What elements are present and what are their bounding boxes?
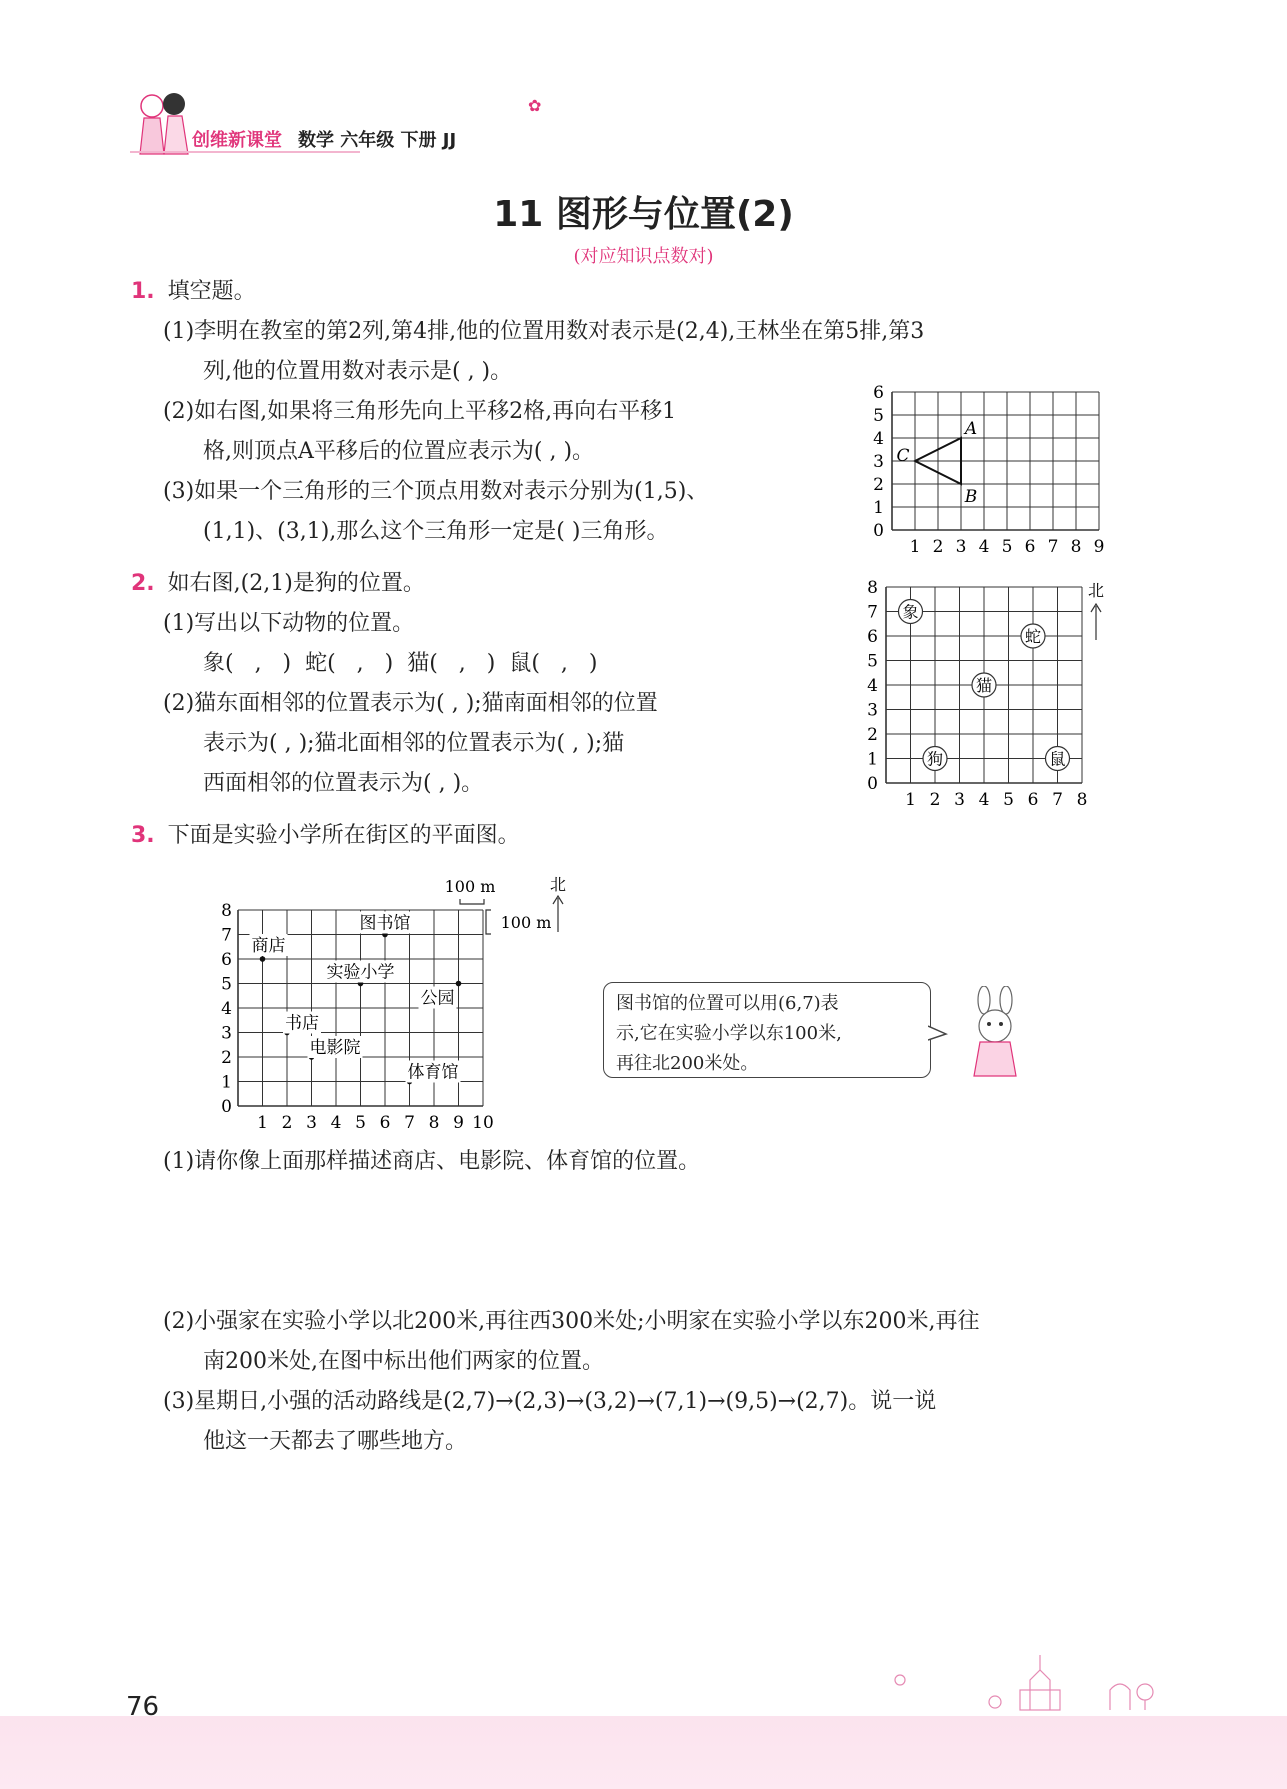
y-tick-label: 8 (221, 901, 232, 921)
x-tick-label: 3 (954, 790, 965, 810)
mascot-logo-icon (130, 88, 200, 160)
x-tick-label: 2 (281, 1113, 293, 1133)
animal-label: 蛇 (1024, 627, 1042, 646)
footer-band (0, 1716, 1287, 1789)
q1-heading (131, 272, 256, 312)
header-meta: 数学 六年级 下册 JJ (298, 130, 457, 151)
x-tick-label: 10 (472, 1113, 494, 1133)
x-tick-label: 8 (428, 1113, 440, 1133)
q1-part1-line1: (1)李明在教室的第2列,第4排,他的位置用数对表示是(2,4),王林坐在第5排,第3 (163, 319, 925, 344)
x-tick-label: 9 (1093, 537, 1105, 557)
y-tick-label: 7 (221, 925, 232, 946)
q1-part2-line1: (2)如右图,如果将三角形先向上平移2格,再向右平移1 (163, 399, 677, 424)
x-tick-label: 1 (257, 1113, 268, 1133)
x-tick-label: 6 (1024, 537, 1036, 557)
place-label: 体育馆 (407, 1062, 459, 1083)
page-number: 76 (126, 1692, 160, 1722)
x-tick-label: 2 (929, 790, 941, 810)
x-tick-label: 3 (955, 537, 967, 557)
q2-title: 如右图,(2,1)是狗的位置。 (167, 571, 425, 596)
header-divider (130, 151, 360, 153)
bubble-tail (928, 1024, 948, 1044)
x-tick-label: 8 (1076, 790, 1088, 810)
x-tick-label: 4 (978, 790, 990, 810)
street-map-grid (208, 872, 578, 1134)
scale-vertical-bracket (486, 910, 491, 934)
animal-label: 象 (902, 602, 919, 622)
y-tick-label: 5 (873, 406, 884, 426)
x-tick-label: 5 (355, 1113, 366, 1133)
header-brand: 创维新课堂 (192, 130, 282, 151)
q2-part2-line1: (2)猫东面相邻的位置表示为( , );猫南面相邻的位置 (163, 691, 658, 716)
header-text (192, 126, 456, 152)
y-tick-label: 7 (867, 602, 878, 623)
place-label: 书店 (285, 1013, 319, 1034)
bubble-line2: 示,它在实验小学以东100米, (616, 1023, 842, 1044)
q1-part1-line2: 列,他的位置用数对表示是( , )。 (203, 359, 513, 384)
q3-part2-line1: (2)小强家在实验小学以北200米,再往西300米处;小明家在实验小学以东200米,再往 (163, 1309, 980, 1334)
y-tick-label: 4 (867, 676, 878, 696)
hint-speech-bubble (603, 982, 931, 1078)
north-label: 北 (1087, 581, 1105, 600)
y-tick-label: 3 (873, 452, 884, 472)
x-tick-label: 4 (330, 1113, 342, 1133)
q3-title: 下面是实验小学所在街区的平面图。 (167, 823, 520, 848)
x-tick-label: 5 (1003, 790, 1014, 810)
q3-part3-line2: 他这一天都去了哪些地方。 (203, 1429, 468, 1454)
y-tick-label: 5 (867, 651, 878, 672)
place-label: 电影院 (309, 1038, 361, 1058)
scale-horizontal-label: 100 m (444, 877, 496, 896)
animal-label: 鼠 (1049, 749, 1066, 769)
y-tick-label: 2 (867, 725, 878, 745)
y-tick-label: 5 (221, 974, 232, 995)
q3-part2-line2: 南200米处,在图中标出他们两家的位置。 (203, 1349, 604, 1374)
x-tick-label: 2 (932, 537, 944, 557)
q2-animals-line: 象( , ) 蛇( , ) 猫( , ) 鼠( , ) (203, 651, 598, 676)
x-tick-label: 7 (1047, 537, 1059, 557)
x-tick-label: 6 (379, 1113, 391, 1133)
x-tick-label: 1 (909, 537, 921, 557)
x-tick-label: 5 (1001, 537, 1013, 557)
animal-grid (856, 578, 1116, 818)
flower-icon: ✿ (528, 96, 542, 115)
q1-part3-line2: (1,1)、(3,1),那么这个三角形一定是( )三角形。 (203, 519, 669, 544)
vertex-label-A: A (964, 419, 978, 439)
place-dot (456, 981, 462, 987)
bubble-line1: 图书馆的位置可以用(6,7)表 (616, 993, 839, 1014)
y-tick-label: 1 (221, 1072, 232, 1093)
q1-title: 填空题。 (167, 279, 256, 304)
y-tick-label: 3 (867, 700, 878, 721)
x-tick-label: 6 (1027, 790, 1039, 810)
y-tick-label: 6 (873, 383, 884, 403)
place-label: 商店 (251, 936, 286, 956)
y-tick-label: 8 (867, 578, 878, 598)
y-tick-label: 0 (221, 1097, 232, 1117)
page-subtitle: (对应知识点数对) (573, 246, 714, 267)
bubble-line3: 再往北200米处。 (616, 1053, 759, 1074)
animal-label: 狗 (926, 749, 944, 769)
y-tick-label: 1 (867, 749, 878, 770)
castle-decoration-icon (880, 1650, 1180, 1720)
vertex-label-C: C (896, 446, 910, 466)
y-tick-label: 0 (873, 521, 884, 541)
place-label: 公园 (420, 988, 455, 1009)
y-tick-label: 4 (221, 999, 232, 1019)
q2-number: 2. (131, 571, 155, 596)
y-tick-label: 6 (867, 627, 878, 647)
y-tick-label: 2 (873, 475, 884, 495)
y-tick-label: 2 (221, 1048, 232, 1068)
vertex-label-B: B (964, 487, 978, 507)
y-tick-label: 1 (873, 498, 884, 518)
x-tick-label: 3 (306, 1113, 317, 1133)
scale-horizontal-bracket (460, 899, 484, 904)
q1-part2-line2: 格,则顶点A平移后的位置应表示为( , )。 (203, 439, 595, 464)
north-label: 北 (549, 875, 567, 894)
triangle-grid (862, 380, 1112, 558)
q2-part2-line3: 西面相邻的位置表示为( , )。 (203, 771, 484, 796)
x-tick-label: 4 (978, 537, 990, 557)
page-title: 11 图形与位置(2) (493, 194, 794, 235)
bunny-mascot-icon (960, 986, 1030, 1082)
x-tick-label: 8 (1070, 537, 1082, 557)
q2-part1: (1)写出以下动物的位置。 (163, 611, 415, 636)
q2-heading (131, 564, 425, 604)
q3-heading (131, 816, 520, 856)
x-tick-label: 7 (404, 1113, 415, 1133)
x-tick-label: 7 (1052, 790, 1063, 810)
animal-label: 猫 (975, 676, 993, 695)
place-label: 图书馆 (359, 913, 411, 934)
q1-part3-line1: (3)如果一个三角形的三个顶点用数对表示分别为(1,5)、 (163, 479, 709, 504)
q1-number: 1. (131, 279, 155, 304)
x-tick-label: 1 (905, 790, 916, 810)
y-tick-label: 3 (221, 1023, 232, 1044)
place-label: 实验小学 (326, 962, 395, 983)
place-dot (260, 956, 266, 962)
q3-number: 3. (131, 823, 155, 848)
q3-part3-line1: (3)星期日,小强的活动路线是(2,7)→(2,3)→(3,2)→(7,1)→(9,5)→(2,7)。说一说 (163, 1389, 937, 1414)
x-tick-label: 9 (453, 1113, 464, 1133)
y-tick-label: 4 (873, 429, 884, 449)
scale-vertical-label: 100 m (500, 913, 552, 932)
y-tick-label: 6 (221, 950, 232, 970)
q3-part1: (1)请你像上面那样描述商店、电影院、体育馆的位置。 (163, 1149, 701, 1174)
q2-part2-line2: 表示为( , );猫北面相邻的位置表示为( , );猫 (203, 731, 625, 756)
y-tick-label: 0 (867, 774, 878, 794)
